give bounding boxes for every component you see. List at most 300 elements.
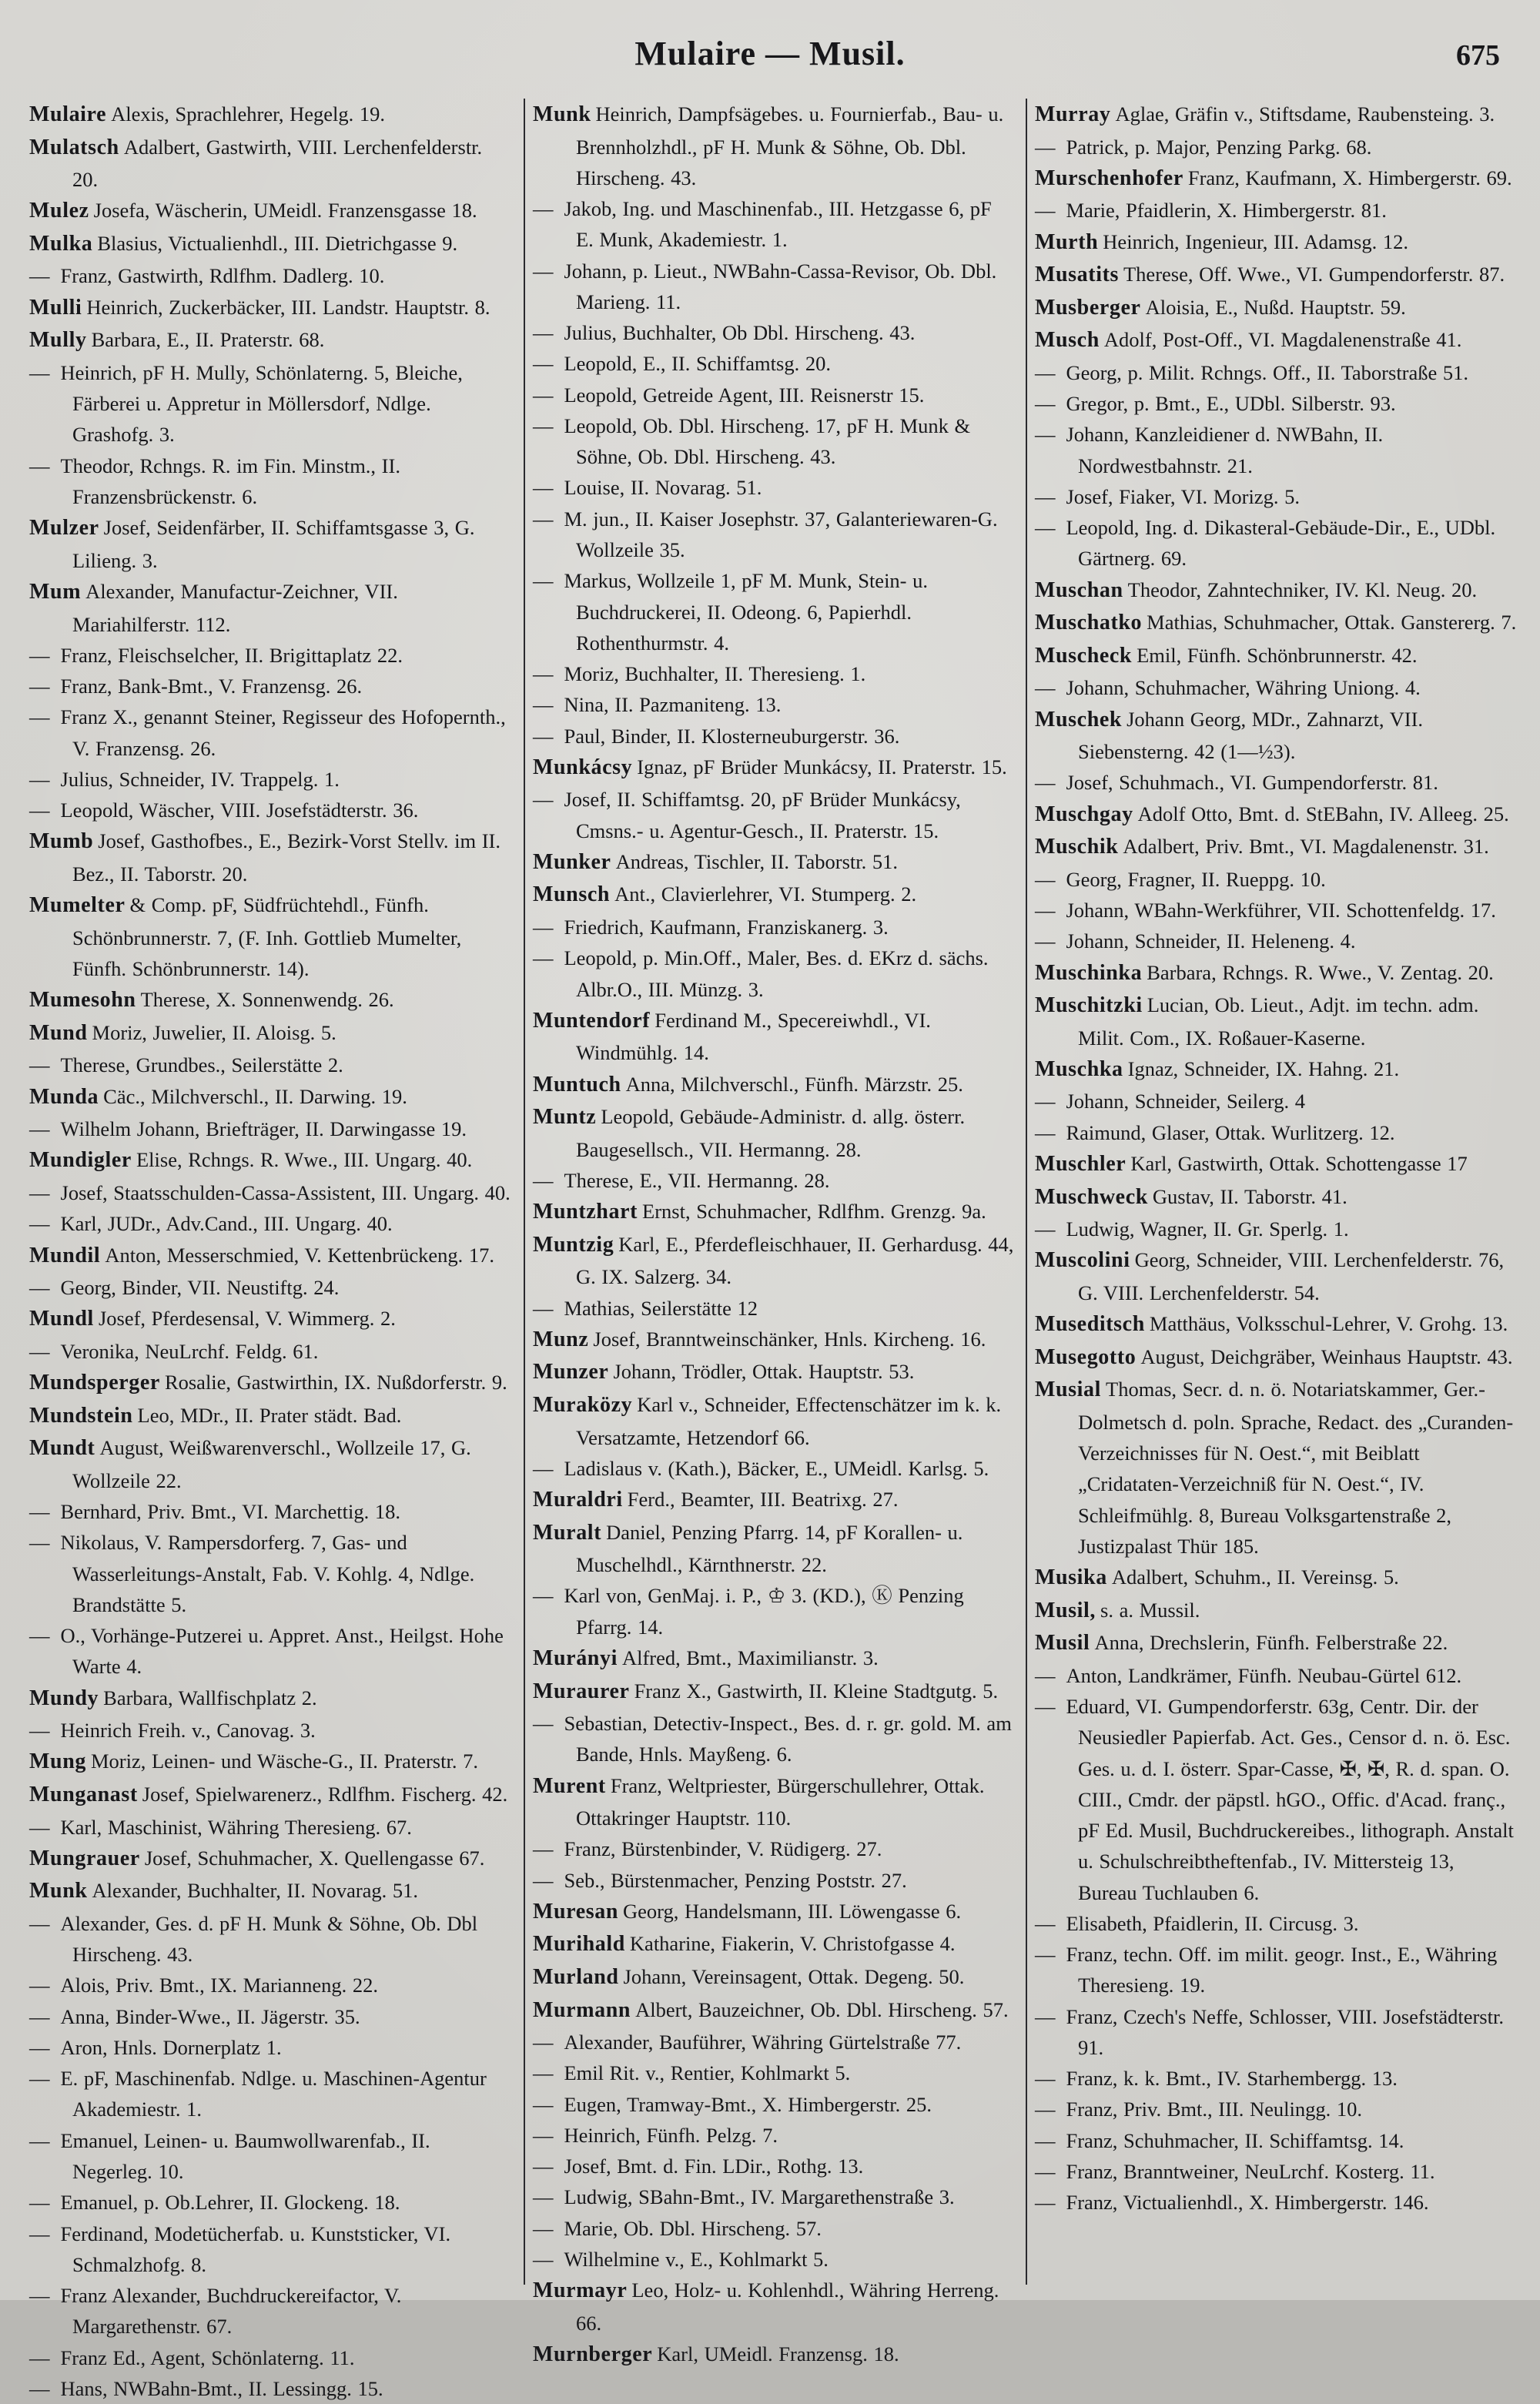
entry-text: Ignaz, Schneider, IX. Hahng. 21. xyxy=(1127,1056,1400,1080)
ditto-dash: — xyxy=(29,643,50,667)
entry-text: Andreas, Tischler, II. Taborstr. 51. xyxy=(615,849,899,873)
directory-entry xyxy=(533,943,1015,1005)
directory-entry xyxy=(1035,1308,1517,1341)
ditto-dash: — xyxy=(532,414,554,437)
entry-text: Josef, Pferdesensal, V. Wimmerg. 2. xyxy=(98,1307,396,1331)
ditto-dash: — xyxy=(532,197,554,221)
directory-entry xyxy=(533,380,1015,410)
entry-text: Markus, Wollzeile 1, pF M. Munk, Stein- u. Buchdruckerei, II. Odeong. 6, Papierhdl. Rothenthurmstr. 4. xyxy=(564,569,929,655)
entry-surname: Munker xyxy=(532,849,611,874)
directory-entry xyxy=(533,1484,1015,1517)
ditto-dash: — xyxy=(29,1719,50,1743)
entry-text: Bernhard, Priv. Bmt., VI. Marchettig. 18. xyxy=(60,1500,400,1524)
entry-text: Ludwig, Wagner, II. Gr. Sperlg. 1. xyxy=(1066,1217,1349,1241)
entry-surname: Mully xyxy=(29,328,87,353)
ditto-dash: — xyxy=(29,705,50,729)
entry-text: Georg, Schneider, VIII. Lerchenfelderstr. 76, G. VIII. Lerchenfelderstr. 54. xyxy=(1077,1248,1505,1304)
ditto-dash: — xyxy=(532,724,554,748)
entry-text: Seb., Bürstenmacher, Penzing Poststr. 27. xyxy=(564,1868,907,1892)
directory-entry xyxy=(533,1708,1015,1770)
directory-entry xyxy=(29,260,513,291)
entry-surname: Mundstein xyxy=(29,1403,133,1428)
entry-surname: Murányi xyxy=(532,1646,618,1670)
entry-surname: Mulaire xyxy=(29,102,107,126)
ditto-dash: — xyxy=(532,1837,554,1861)
entry-text: Eugen, Tramway-Bmt., X. Himbergerstr. 25. xyxy=(564,2092,932,2116)
entry-text: Thomas, Secr. d. n. ö. Notariatskammer, Ger.-Dolmetsch d. poln. Sprache, Redact. des „Curanden-Verzeichnisses für N. Oest.“, mit Beiblatt „Cridataten-Verzeichniß für N. Oest.“, IV. Schleifmühlg. 8, Bureau Volksgartenstraße 2, Justizpalast Thür 185. xyxy=(1077,1378,1514,1558)
entry-surname: Mundt xyxy=(29,1436,95,1461)
ditto-dash: — xyxy=(1034,423,1056,447)
ditto-dash: — xyxy=(532,1712,554,1736)
entry-text: Aron, Hnls. Dornerplatz 1. xyxy=(60,2035,282,2059)
entry-text: Leo, MDr., II. Prater städt. Bad. xyxy=(137,1403,402,1427)
directory-entry xyxy=(1035,1341,1517,1374)
ditto-dash: — xyxy=(29,1339,50,1363)
directory-entry xyxy=(1035,1086,1517,1117)
entry-text: Moriz, Juwelier, II. Aloisg. 5. xyxy=(92,1020,336,1044)
directory-column-1 xyxy=(22,99,524,2400)
entry-text: Barbara, Rchngs. R. Wwe., V. Zentag. 20. xyxy=(1147,960,1494,984)
directory-entry xyxy=(29,1272,513,1303)
entry-surname: Musial xyxy=(1034,1378,1102,1402)
directory-entry xyxy=(1035,2063,1517,2094)
entry-text: Barbara, E., II. Praterstr. 68. xyxy=(91,328,325,352)
directory-entry xyxy=(29,2032,513,2063)
entry-surname: Mulzer xyxy=(29,516,99,541)
directory-entry xyxy=(29,1432,513,1496)
entry-text: Rosalie, Gastwirthin, IX. Nußdorferstr. 9. xyxy=(164,1371,507,1395)
directory-entry xyxy=(533,1196,1015,1229)
entry-text: Franz, k. k. Bmt., IV. Starhembergg. 13. xyxy=(1066,2067,1398,2091)
directory-column-2 xyxy=(524,99,1026,2367)
entry-text: Aloisia, E., Nußd. Hauptstr. 59. xyxy=(1145,295,1406,319)
entry-text: Heinrich, Ingenieur, III. Adamsg. 12. xyxy=(1103,229,1408,253)
entry-surname: Muntuch xyxy=(532,1072,621,1097)
directory-entry xyxy=(1035,195,1517,226)
entry-surname: Munda xyxy=(29,1084,99,1109)
directory-entry xyxy=(533,1069,1015,1102)
directory-entry xyxy=(533,2275,1015,2339)
entry-text: Ferd., Beamter, III. Beatrixg. 27. xyxy=(627,1488,899,1512)
directory-entry xyxy=(29,2373,513,2404)
directory-entry xyxy=(29,640,513,671)
entry-text: Ferdinand M., Specereiwhdl., VI. Windmühlg. 14. xyxy=(575,1008,931,1065)
ditto-dash: — xyxy=(532,2061,554,2085)
entry-text: Heinrich, Dampfsägebes. u. Fournierfab., Bau- u. Brennholzhdl., pF H. Munk & Söhne, Ob. Dbl. Hirscheng. 43. xyxy=(575,102,1004,189)
entry-surname: Munzer xyxy=(532,1360,609,1384)
entry-surname: Muschweck xyxy=(1034,1184,1148,1209)
entry-surname: Munz xyxy=(532,1327,589,1351)
entry-text: Josefa, Wäscherin, UMeidl. Franzensgasse 18. xyxy=(93,199,477,223)
entry-surname: Musil xyxy=(1034,1631,1090,1656)
directory-entry xyxy=(29,1144,513,1177)
entry-surname: Murmann xyxy=(532,1997,631,2022)
entry-text: Alexander, Buchhalter, II. Novarag. 51. xyxy=(92,1879,419,1903)
entry-surname: Musegotto xyxy=(1034,1344,1137,1369)
ditto-dash: — xyxy=(29,1053,50,1077)
directory-entry xyxy=(29,1113,513,1144)
entry-text: Heinrich Freih. v., Canovag. 3. xyxy=(60,1719,316,1743)
entry-text: Josef, Spielwarenerz., Rdlfhm. Fischerg. 42. xyxy=(142,1782,508,1806)
entry-text: Theodor, Rchngs. R. im Fin. Minstm., II. Franzensbrückenstr. 6. xyxy=(60,454,400,508)
ditto-dash: — xyxy=(532,1296,554,1320)
entry-text: Marie, Pfaidlerin, X. Himbergerstr. 81. xyxy=(1066,199,1387,223)
ditto-dash: — xyxy=(29,2128,50,2152)
directory-entry xyxy=(1035,1214,1517,1244)
entry-text: Barbara, Wallfischplatz 2. xyxy=(103,1686,317,1709)
entry-text: Emil Rit. v., Rentier, Kohlmarkt 5. xyxy=(564,2061,851,2085)
entry-text: Therese, X. Sonnenwendg. 26. xyxy=(140,988,394,1012)
ditto-dash: — xyxy=(1034,1943,1056,1967)
entry-text: Leopold, Wäscher, VIII. Josefstädterstr. 36. xyxy=(60,799,419,822)
entry-surname: Muntzig xyxy=(532,1232,614,1257)
directory-entry xyxy=(1035,1595,1517,1628)
entry-text: Wilhelm Johann, Briefträger, II. Darwingasse 19. xyxy=(60,1117,467,1141)
directory-entry xyxy=(29,1208,513,1239)
entry-surname: Musch xyxy=(1034,328,1100,353)
directory-entry xyxy=(533,879,1015,912)
entry-text: Franz Ed., Agent, Schönlaterng. 11. xyxy=(60,2345,355,2369)
entry-text: Georg, p. Milit. Rchngs. Off., II. Taborstraße 51. xyxy=(1066,360,1469,384)
entry-surname: Mund xyxy=(29,1020,88,1045)
directory-entry xyxy=(533,1229,1015,1293)
directory-entry xyxy=(29,1843,513,1876)
directory-entry xyxy=(533,846,1015,879)
entry-surname: Mundil xyxy=(29,1243,101,1267)
entry-text: Franz, Branntweiner, NeuLrchf. Kosterg. 11. xyxy=(1066,2160,1435,2184)
entry-text: Sebastian, Detectiv-Inspect., Bes. d. r. gr. gold. M. am Bande, Hnls. Mayßeng. 6. xyxy=(564,1712,1012,1766)
ditto-dash: — xyxy=(532,2031,554,2054)
directory-entry xyxy=(533,1389,1015,1453)
entry-text: August, Deichgräber, Weinhaus Hauptstr. 43. xyxy=(1140,1344,1513,1368)
entry-surname: Muntz xyxy=(532,1105,597,1130)
directory-entry xyxy=(29,99,513,132)
entry-text: Anna, Binder-Wwe., II. Jägerstr. 35. xyxy=(60,2004,360,2028)
directory-entry xyxy=(533,2244,1015,2275)
directory-entry xyxy=(29,450,513,513)
directory-entry xyxy=(1035,1562,1517,1595)
entry-surname: Museditsch xyxy=(1034,1312,1145,1337)
ditto-dash: — xyxy=(532,2247,554,2271)
entry-surname: Murnberger xyxy=(532,2342,653,2367)
directory-entry xyxy=(1035,895,1517,926)
directory-entry xyxy=(533,658,1015,689)
entry-text: Franz, techn. Off. im milit. geogr. Inst., E., Währing Theresieng. 19. xyxy=(1066,1943,1498,1997)
directory-entry xyxy=(29,1496,513,1527)
entry-text: Karl, Gastwirth, Ottak. Schottengasse 17 xyxy=(1130,1151,1468,1175)
directory-entry xyxy=(533,1961,1015,1994)
ditto-dash: — xyxy=(532,2155,554,2178)
entry-text: Josef, Schuhmach., VI. Gumpendorferstr. 81. xyxy=(1066,771,1438,795)
ditto-dash: — xyxy=(1034,360,1056,384)
entry-text: Leopold, Gebäude-Administr. d. allg. österr. Baugesellsch., VII. Hermanng. 28. xyxy=(575,1105,966,1161)
ditto-dash: — xyxy=(532,2123,554,2147)
entry-text: Franz, Schuhmacher, II. Schiffamtsg. 14. xyxy=(1066,2128,1404,2152)
ditto-dash: — xyxy=(29,1500,50,1524)
ditto-dash: — xyxy=(1034,2004,1056,2028)
directory-entry xyxy=(29,1527,513,1620)
entry-surname: Mundigler xyxy=(29,1148,132,1173)
directory-entry xyxy=(533,1453,1015,1484)
directory-entry xyxy=(29,1682,513,1716)
entry-text: Franz, Priv. Bmt., III. Neulingg. 10. xyxy=(1066,2098,1363,2121)
ditto-dash: — xyxy=(1034,1911,1056,1935)
entry-surname: Murth xyxy=(1034,229,1099,254)
directory-column-3 xyxy=(1026,99,1528,2285)
directory-entry xyxy=(533,1101,1015,1165)
entry-text: Emanuel, Leinen- u. Baumwollwarenfab., II. Negerleg. 10. xyxy=(60,2128,430,2184)
directory-entry xyxy=(1035,926,1517,956)
entry-text: Josef, Seidenfärber, II. Schiffamtsgasse 3, G. Lilieng. 3. xyxy=(72,516,475,572)
directory-entry xyxy=(1035,2156,1517,2187)
ditto-dash: — xyxy=(29,1276,50,1300)
ditto-dash: — xyxy=(1034,484,1056,508)
directory-entry xyxy=(533,1865,1015,1896)
entry-text: Moriz, Buchhalter, II. Theresieng. 1. xyxy=(564,662,866,686)
entry-text: Franz, Gastwirth, Rdlfhm. Dadlerg. 10. xyxy=(60,264,385,288)
directory-entry xyxy=(29,2125,513,2188)
ditto-dash: — xyxy=(29,767,50,791)
directory-entry xyxy=(533,1770,1015,1834)
directory-entry xyxy=(1035,132,1517,162)
entry-text: Wilhelmine v., E., Kohlmarkt 5. xyxy=(564,2247,829,2271)
directory-entry xyxy=(1035,419,1517,481)
entry-text: Raimund, Glaser, Ottak. Wurlitzerg. 12. xyxy=(1066,1120,1395,1144)
ditto-dash: — xyxy=(1034,2160,1056,2184)
directory-entry xyxy=(533,256,1015,318)
entry-text: Josef, Staatsschulden-Cassa-Assistent, III. Ungarg. 40. xyxy=(60,1180,511,1204)
directory-entry xyxy=(29,1240,513,1273)
directory-entry xyxy=(29,889,513,984)
entry-surname: Mumb xyxy=(29,829,94,854)
directory-entry xyxy=(533,2181,1015,2212)
entry-surname: Muscolini xyxy=(1034,1248,1130,1273)
ditto-dash: — xyxy=(1034,1090,1056,1113)
entry-text: Johann, Kanzleidiener d. NWBahn, II. Nordwestbahnstr. 21. xyxy=(1066,423,1384,477)
entry-text: Adalbert, Schuhm., II. Vereinsg. 5. xyxy=(1111,1565,1399,1589)
entry-text: Franz, Czech's Neffe, Schlosser, VIII. Josefstädterstr. 91. xyxy=(1066,2004,1504,2059)
directory-entry xyxy=(533,2089,1015,2120)
entry-text: Hans, NWBahn-Bmt., II. Lessingg. 15. xyxy=(60,2376,383,2400)
ditto-dash: — xyxy=(29,2191,50,2215)
ditto-dash: — xyxy=(532,916,554,939)
entry-surname: Murray xyxy=(1034,102,1111,126)
directory-entry xyxy=(1035,767,1517,798)
directory-entry xyxy=(533,784,1015,846)
entry-surname: Mumelter xyxy=(29,893,126,918)
directory-entry xyxy=(29,1812,513,1843)
entry-text: Adolf Otto, Bmt. d. StEBahn, IV. Alleeg. 25. xyxy=(1137,802,1509,825)
entry-surname: Musil, xyxy=(1034,1598,1096,1622)
directory-entry xyxy=(1035,1117,1517,1148)
entry-text: Josef, II. Schiffamtsg. 20, pF Brüder Munkácsy, Cmsns.- u. Agentur-Gesch., II. Praterstr. 15. xyxy=(564,788,961,842)
ditto-dash: — xyxy=(532,1456,554,1480)
entry-surname: Munganast xyxy=(29,1782,138,1806)
ditto-dash: — xyxy=(532,352,554,376)
entry-text: Anna, Milchverschl., Fünfh. Märzstr. 25. xyxy=(625,1072,963,1096)
entry-text: Eduard, VI. Gumpendorferstr. 63g, Centr. Dir. der Neusiedler Papierfab. Act. Ges., Censor d. n. ö. Esc. Ges. u. d. I. österr. Spar-Casse, ✠, ✠, R. d. span. O. CIII., Cmdr. der päpstl. hGO., Offic. d'Acad. franç., pF Ed. Musil, Buchdruckereibes., lithograph. Anstalt u. Schulschreibtheftenfab., IV. Mittersteig 13, Bureau Tuchlauben 6. xyxy=(1066,1695,1514,1904)
directory-entry xyxy=(29,324,513,357)
entry-text: Heinrich, Fünfh. Pelzg. 7. xyxy=(564,2123,778,2147)
entry-text: O., Vorhänge-Putzerei u. Appret. Anst., Heilgst. Hohe Warte 4. xyxy=(60,1624,504,1679)
directory-entry xyxy=(29,1746,513,1779)
entry-text: Franz Alexander, Buchdruckereifactor, V. Margarethenstr. 67. xyxy=(60,2284,402,2339)
directory-entry xyxy=(29,1715,513,1746)
ditto-dash: — xyxy=(29,2222,50,2245)
directory-entry xyxy=(1035,226,1517,259)
entry-surname: Muschinka xyxy=(1034,960,1143,985)
entry-text: Johann, p. Lieut., NWBahn-Cassa-Revisor, Ob. Dbl. Marieng. 11. xyxy=(564,259,997,313)
directory-entry xyxy=(1035,388,1517,419)
ditto-dash: — xyxy=(1034,135,1056,159)
entry-surname: Munk xyxy=(29,1879,88,1903)
directory-entry xyxy=(29,795,513,825)
entry-text: Johann, Vereinsagent, Ottak. Degeng. 50. xyxy=(623,1965,965,1989)
entry-text: s. a. Mussil. xyxy=(1100,1598,1200,1622)
entry-text: Ladislaus v. (Kath.), Bäcker, E., UMeidl. Karlsg. 5. xyxy=(564,1456,989,1480)
entry-surname: Munkácsy xyxy=(532,755,633,779)
directory-entry xyxy=(533,1580,1015,1642)
ditto-dash: — xyxy=(532,2216,554,2240)
directory-entry xyxy=(29,228,513,261)
ditto-dash: — xyxy=(1034,1695,1056,1719)
entry-surname: Muschler xyxy=(1034,1151,1127,1176)
entry-text: Johann Georg, MDr., Zahnarzt, VII. Siebensterng. 42 (1—½3). xyxy=(1077,707,1424,764)
entry-text: Josef, Fiaker, VI. Morizg. 5. xyxy=(1066,484,1300,508)
directory-entry xyxy=(533,721,1015,752)
entry-text: Albert, Bauzeichner, Ob. Dbl. Hirscheng. 57. xyxy=(635,1997,1009,2021)
entry-surname: Muschan xyxy=(1034,578,1123,602)
entry-surname: Murent xyxy=(532,1773,606,1798)
directory-entry xyxy=(533,752,1015,785)
directory-entry xyxy=(1035,957,1517,990)
entry-text: Johann, Schuhmacher, Währing Uniong. 4. xyxy=(1066,676,1421,700)
entry-surname: Mulli xyxy=(29,295,82,320)
directory-entry xyxy=(533,1642,1015,1676)
entry-text: Aglae, Gräfin v., Stiftsdame, Raubensteing. 3. xyxy=(1115,102,1495,126)
directory-entry xyxy=(533,565,1015,658)
directory-entry xyxy=(29,2280,513,2342)
directory-entry xyxy=(533,912,1015,943)
entry-text: E. pF, Maschinenfab. Ndlge. u. Maschinen-Agentur Akademiestr. 1. xyxy=(60,2067,487,2121)
directory-entry xyxy=(1035,1939,1517,2001)
ditto-dash: — xyxy=(29,1117,50,1141)
directory-entry xyxy=(533,1517,1015,1581)
entry-surname: Musberger xyxy=(1034,295,1141,320)
entry-text: Elisabeth, Pfaidlerin, II. Circusg. 3. xyxy=(1066,1911,1359,1935)
ditto-dash: — xyxy=(29,2067,50,2091)
ditto-dash: — xyxy=(1034,2191,1056,2215)
directory-entry xyxy=(29,825,513,889)
directory-entry xyxy=(533,193,1015,256)
entry-surname: Mulatsch xyxy=(29,135,119,159)
entry-text: Alexis, Sprachlehrer, Hegelg. 19. xyxy=(111,102,386,126)
directory-entry xyxy=(533,99,1015,193)
entry-surname: Muraurer xyxy=(532,1679,630,1703)
ditto-dash: — xyxy=(1034,2067,1056,2091)
ditto-dash: — xyxy=(29,1911,50,1935)
entry-surname: Munk xyxy=(532,102,591,126)
entry-text: Ludwig, SBahn-Bmt., IV. Margarethenstraße 3. xyxy=(564,2185,955,2209)
entry-text: Johann, Schneider, II. Heleneng. 4. xyxy=(1066,929,1356,953)
ditto-dash: — xyxy=(1034,929,1056,953)
entry-text: Therese, E., VII. Hermanng. 28. xyxy=(564,1169,830,1192)
entry-text: Georg, Handelsmann, III. Löwengasse 6. xyxy=(623,1899,962,1923)
directory-entry xyxy=(1035,357,1517,388)
entry-surname: Muntendorf xyxy=(532,1008,651,1033)
directory-entry xyxy=(533,1928,1015,1961)
entry-text: Ignaz, pF Brüder Munkácsy, II. Praterstr. 15. xyxy=(637,755,1007,778)
directory-entry xyxy=(29,1050,513,1080)
directory-entry xyxy=(29,1303,513,1336)
directory-entry xyxy=(533,1356,1015,1389)
directory-entry xyxy=(1035,831,1517,864)
directory-entry xyxy=(29,2001,513,2032)
directory-entry xyxy=(533,2339,1015,2372)
entry-text: Karl von, GenMaj. i. P., ♔ 3. (KD.), Ⓚ Penzing Pfarrg. 14. xyxy=(564,1584,964,1639)
ditto-dash: — xyxy=(532,788,554,812)
directory-entry xyxy=(1035,512,1517,574)
ditto-dash: — xyxy=(532,507,554,531)
ditto-dash: — xyxy=(532,693,554,717)
directory-entry xyxy=(1035,259,1517,292)
entry-text: Alexander, Bauführer, Währing Gürtelstraße 77. xyxy=(564,2031,962,2054)
directory-entry xyxy=(29,1336,513,1367)
directory-entry xyxy=(29,984,513,1017)
entry-text: Franz, Bank-Bmt., V. Franzensg. 26. xyxy=(60,675,363,698)
directory-entry xyxy=(1035,1691,1517,1908)
entry-text: Anton, Landkrämer, Fünfh. Neubau-Gürtel 612. xyxy=(1066,1663,1462,1687)
entry-text: & Comp. pF, Südfrüchtehdl., Fünfh. Schönbrunnerstr. 7, (F. Inh. Gottlieb Mumelter, Fünfh. Schönbrunnerstr. 14). xyxy=(72,893,462,980)
ditto-dash: — xyxy=(1034,1120,1056,1144)
entry-text: Daniel, Penzing Pfarrg. 14, pF Korallen- u. Muschelhdl., Kärnthnerstr. 22. xyxy=(575,1520,963,1577)
directory-entry xyxy=(533,2120,1015,2151)
entry-text: Johann, Schneider, Seilerg. 4 xyxy=(1066,1090,1306,1113)
directory-entry xyxy=(1035,324,1517,357)
ditto-dash: — xyxy=(29,2376,50,2400)
ditto-dash: — xyxy=(29,2284,50,2308)
entry-text: Nina, II. Pazmaniteng. 13. xyxy=(564,693,782,717)
directory-entry xyxy=(29,1620,513,1682)
entry-text: Franz, Victualienhdl., X. Himbergerstr. 146. xyxy=(1066,2191,1429,2215)
entry-text: Ferdinand, Modetücherfab. u. Kunststicker, VI. Schmalzhofg. 8. xyxy=(60,2222,451,2276)
entry-text: Leopold, Ob. Dbl. Hirscheng. 17, pF H. Munk & Söhne, Ob. Dbl. Hirscheng. 43. xyxy=(564,414,971,469)
directory-entry xyxy=(533,1676,1015,1709)
directory-entry xyxy=(533,2027,1015,2057)
ditto-dash: — xyxy=(29,1624,50,1648)
entry-surname: Musatits xyxy=(1034,263,1119,287)
directory-entry xyxy=(1035,704,1517,768)
ditto-dash: — xyxy=(532,569,554,593)
entry-text: Marie, Ob. Dbl. Hirscheng. 57. xyxy=(564,2216,822,2240)
entry-text: Cäc., Milchverschl., II. Darwing. 19. xyxy=(103,1084,407,1108)
entry-text: Leopold, Ing. d. Dikasteral-Gebäude-Dir., E., UDbl. Gärtnerg. 69. xyxy=(1066,516,1496,571)
entry-text: Josef, Gasthofbes., E., Bezirk-Vorst Stellv. im II. Bez., II. Taborstr. 20. xyxy=(72,829,500,886)
directory-entry xyxy=(29,1908,513,1970)
running-head: Mulaire — Musil. xyxy=(634,35,906,72)
directory-entry xyxy=(1035,162,1517,196)
entry-text: Jakob, Ing. und Maschinenfab., III. Hetzgasse 6, pF E. Munk, Akademiestr. 1. xyxy=(564,197,992,252)
directory-entry xyxy=(1035,607,1517,640)
directory-entry xyxy=(533,317,1015,348)
entry-surname: Mulka xyxy=(29,231,93,256)
ditto-dash: — xyxy=(29,675,50,698)
directory-entry xyxy=(1035,672,1517,703)
entry-text: Johann, WBahn-Werkführer, VII. Schottenfeldg. 17. xyxy=(1066,899,1496,922)
directory-entry xyxy=(533,504,1015,566)
ditto-dash: — xyxy=(29,1974,50,1997)
entry-surname: Muraközy xyxy=(532,1392,633,1417)
